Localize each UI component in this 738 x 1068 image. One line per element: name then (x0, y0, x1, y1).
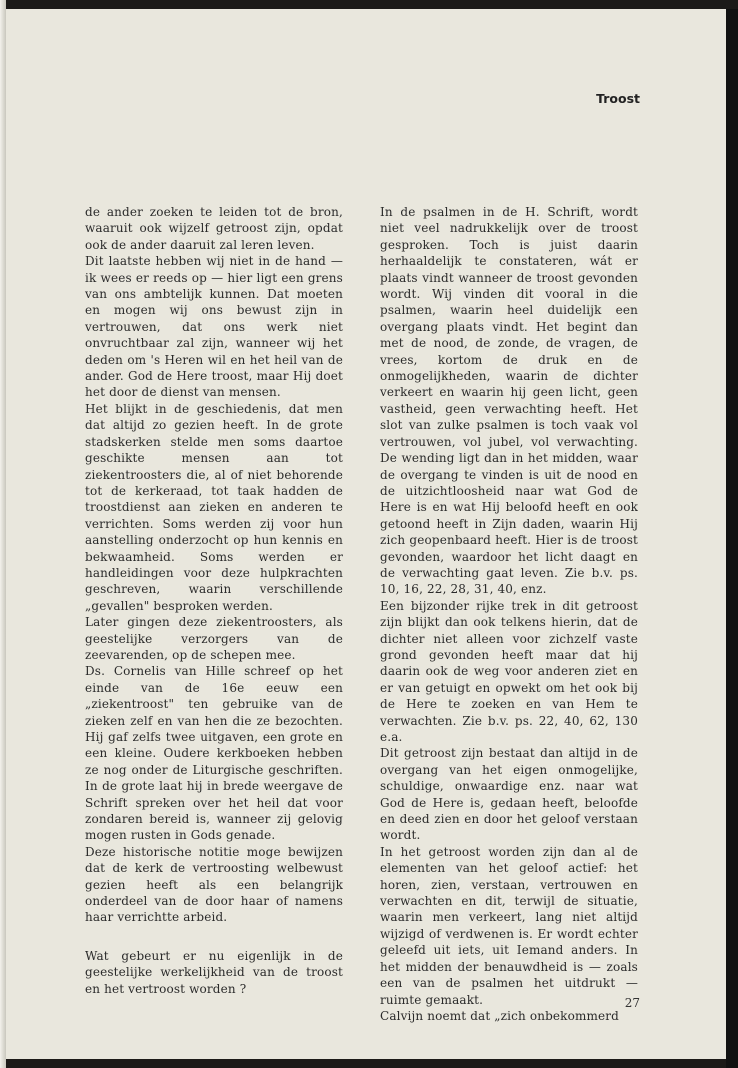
left-column (85, 204, 343, 997)
left-paragraph-4: Later gingen deze ziekentroosters, als geestelijke verzorgers van de zeevarenden, op de schepen mee. (85, 615, 343, 662)
right-paragraph-5: Calvijn noemt dat „zich onbekommerd (380, 1008, 619, 1023)
right-paragraph-2: Een bijzonder rijke trek in dit getroost zijn blijkt dan ook telkens hierin, dat de dichter niet alleen voor zichzelf vaste grond gevonden heeft maar dat hij daarin ook de weg voor anderen ziet en er van getuigt en opwekt om het ook bij de Here te zoeken en van Hem te verwachten. Zie b.v. ps. 22, 40, 62, 130 e.a. (380, 598, 638, 744)
left-question: Wat gebeurt er nu eigenlijk in de geestelijke werkelijkheid van de troost en het vertroost worden ? (85, 948, 343, 996)
right-paragraph-1: In de psalmen in de H. Schrift, wordt niet veel nadrukkelijk over de troost gesproken. Toch is juist daarin herhaaldelijk te constateren, wát er plaats vindt wanneer de troost gevonden wordt. Wij vinden dit vooral in die psalmen, waarin heel duidelijk een overgang plaats vindt. Het begint dan met de nood, de zonde, de vragen, de vrees, kortom de druk en de onmogelijkheden, waarin de dichter verkeert en waarin hij geen licht, geen vastheid, geen verwachting heeft. Het slot van zulke psalmen is toch vaak vol vertrouwen, vol jubel, vol verwachting. De wending ligt dan in het midden, waar de overgang te vinden is uit de nood en de uitzichtloosheid naar wat God de Here is en wat Hij beloofd heeft en ook getoond heeft in Zijn daden, waarin Hij zich geopenbaard heeft. Hier is de troost gevonden, waardoor het licht daagt en de verwachting gaat leven. Zie b.v. ps. 10, 16, 22, 28, 31, 40, enz. (380, 205, 638, 597)
left-paragraph-6: Deze historische notitie moge bewijzen dat de kerk de vertroosting welbewust gezien heeft als een belangrijk onderdeel van de door haar of namens haar verrichtte arbeid. (85, 844, 343, 925)
right-paragraph-4: In het getroost worden zijn dan al de elementen van het geloof actief: het horen, zien, verstaan, vertrouwen en verwachten en dit, terwijl de situatie, waarin men verkeert, lang niet altijd wijzigd of verdwenen is. Er wordt echter geleefd uit iets, uit Iemand anders. In het midden der benauwdheid is — zoals een van de psalmen het uitdrukt — ruimte gemaakt. (380, 844, 638, 1007)
right-paragraph-3: Dit getroost zijn bestaat dan altijd in de overgang van het eigen onmogelijke, schuldige, onwaardige enz. naar wat God de Here is, gedaan heeft, beloofde en deed zien en door het geloof verstaan wordt. (380, 746, 638, 843)
page-number: 27 (624, 996, 640, 1010)
page-right-shadow (726, 9, 738, 1068)
left-paragraph-3: Het blijkt in de geschiedenis, dat men dat altijd zo gezien heeft. In de grote stadskerken stelde men soms daartoe geschikte mensen aan tot ziekentroosters die, al of niet behorende tot de kerkeraad, tot taak hadden de troostdienst aan zieken en anderen te verrichten. Soms werden zij voor hun aanstelling onderzocht op hun kennis en bekwaamheid. Soms werden er handleidingen voor deze hulpkrachten geschreven, waarin verschillende „gevallen" besproken werden. (85, 401, 343, 613)
left-paragraph-5: Ds. Cornelis van Hille schreef op het einde van de 16e eeuw een „ziekentroost" ten gebruike van de zieken zelf en van hen die ze bezochten. Hij gaf zelfs twee uitgaven, een grote en een kleine. Oudere kerkboeken hebben ze nog onder de Liturgische geschriften. In de grote laat hij in brede weergave de Schrift spreken over het heil dat voor zondaren bereid is, wanneer zij gelovig mogen rusten in Gods genade. (85, 664, 343, 843)
left-paragraph-1: de ander zoeken te leiden tot de bron, waaruit ook wijzelf getroost zijn, opdat ook de ander daaruit zal leren leven. (85, 205, 343, 252)
running-head: Troost (596, 91, 640, 106)
paragraph-gap (85, 926, 343, 948)
right-column (380, 204, 638, 1024)
left-paragraph-2: Dit laatste hebben wij niet in de hand — ik wees er reeds op — hier ligt een grens van ons ambtelijk kunnen. Dat moeten en mogen wij ons bewust zijn in vertrouwen, dat ons werk niet onvruchtbaar zal zijn, wanneer wij het deden om 's Heren wil en het heil van de ander. God de Here troost, maar Hij doet het door de dienst van mensen. (85, 254, 343, 400)
